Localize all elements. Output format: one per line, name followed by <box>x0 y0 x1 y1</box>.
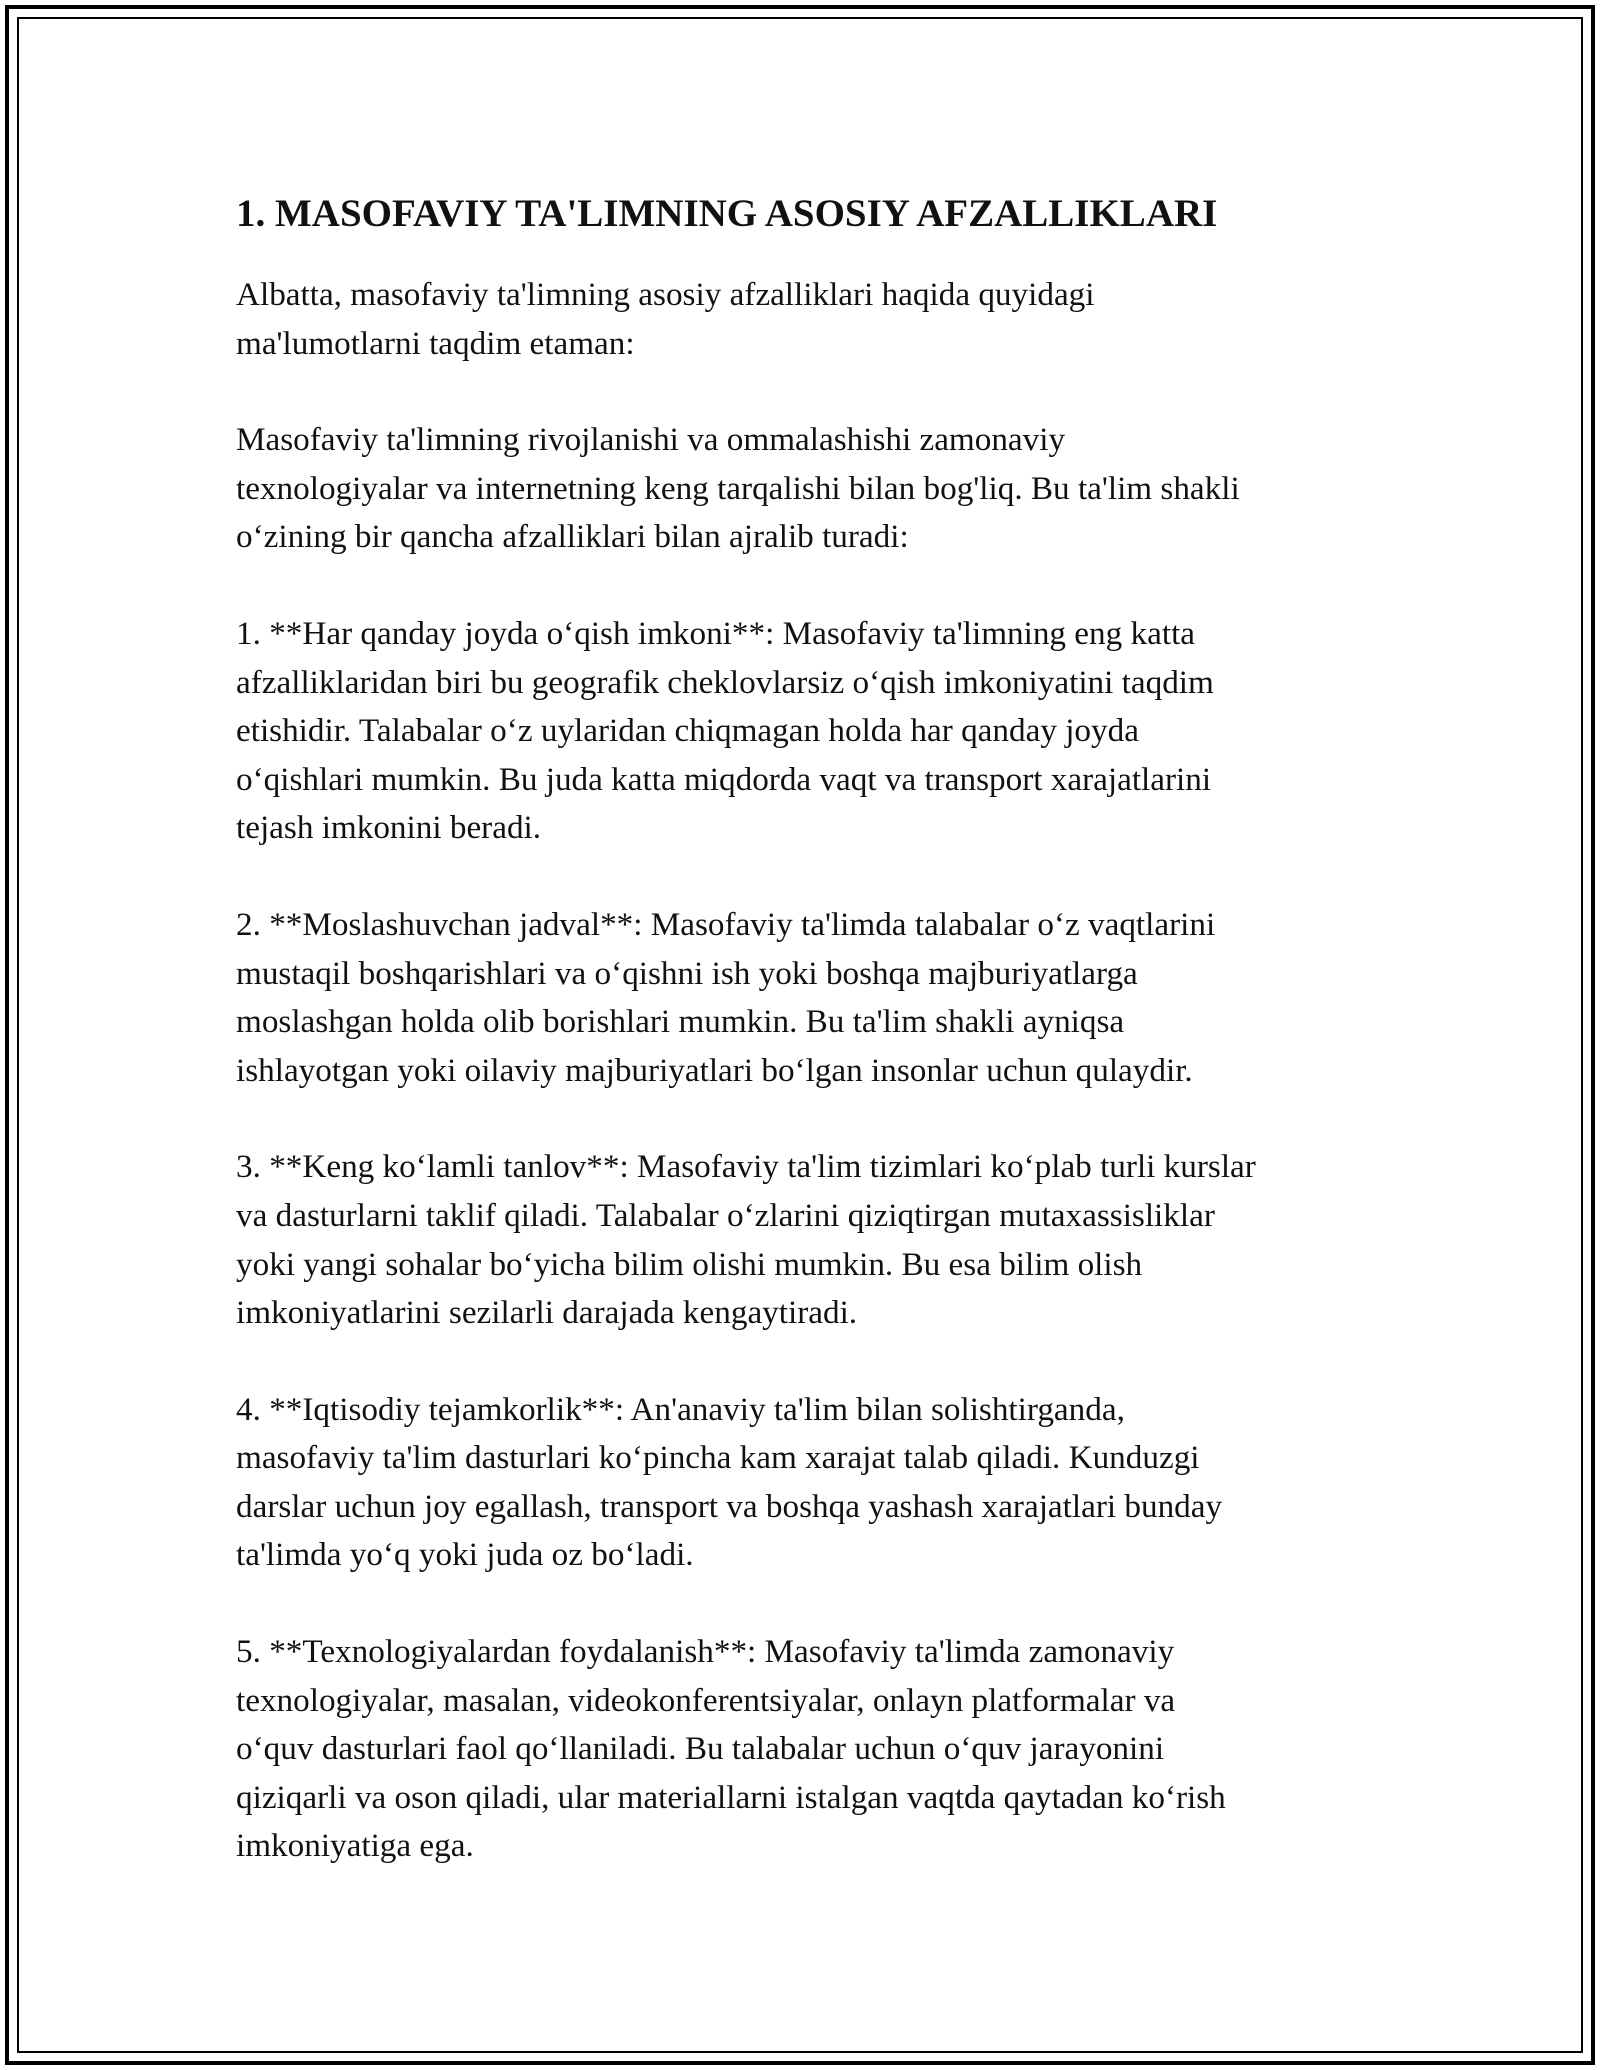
text-line: o‘qishlari mumkin. Bu juda katta miqdorda vaqt va transport xarajatlarini <box>236 760 1212 798</box>
text-line: darslar uchun joy egallash, transport va boshqa yashash xarajatlari bunday <box>236 1487 1223 1525</box>
paragraph-item-1 <box>236 610 1386 853</box>
text-line: o‘quv dasturlari faol qo‘llaniladi. Bu talabalar uchun o‘quv jarayonini <box>236 1730 1165 1768</box>
text-line: imkoniyatiga ega. <box>236 1827 474 1865</box>
text-line: qiziqarli va oson qiladi, ular materiallarni istalgan vaqtda qaytadan ko‘rish <box>236 1778 1226 1816</box>
text-line: 2. **Moslashuvchan jadval**: Masofaviy ta'limda talabalar o‘z vaqtlarini <box>236 905 1216 943</box>
text-line: texnologiyalar va internetning keng tarqalishi bilan bog'liq. Bu ta'lim shakli <box>236 469 1240 507</box>
text-line: 5. **Texnologiyalardan foydalanish**: Masofaviy ta'limda zamonaviy <box>236 1633 1175 1671</box>
paragraph-item-4 <box>236 1386 1386 1580</box>
text-line: masofaviy ta'lim dasturlari ko‘pincha kam xarajat talab qiladi. Kunduzgi <box>236 1439 1200 1477</box>
paragraph-item-3 <box>236 1143 1386 1337</box>
text-line: ta'limda yo‘q yoki juda oz bo‘ladi. <box>236 1536 694 1574</box>
paragraph-context <box>236 416 1386 562</box>
document-body <box>236 185 1386 1919</box>
text-line: etishidir. Talabalar o‘z uylaridan chiqmagan holda har qanday joyda <box>236 712 1139 750</box>
text-line: imkoniyatlarini sezilarli darajada kengaytiradi. <box>236 1294 858 1332</box>
text-line: yoki yangi sohalar bo‘yicha bilim olishi mumkin. Bu esa bilim olish <box>236 1245 1143 1283</box>
paragraph-item-5 <box>236 1628 1386 1871</box>
text-line: va dasturlarni taklif qiladi. Talabalar o‘zlarini qiziqtirgan mutaxassisliklar <box>236 1196 1215 1234</box>
text-line: ma'lumotlarni taqdim etaman: <box>236 324 635 362</box>
text-line: o‘zining bir qancha afzalliklari bilan ajralib turadi: <box>236 518 909 556</box>
text-line: moslashgan holda olib borishlari mumkin. Bu ta'lim shakli ayniqsa <box>236 1003 1125 1041</box>
text-line: texnologiyalar, masalan, videokonferentsiyalar, onlayn platformalar va <box>236 1681 1176 1719</box>
document-title: 1. MASOFAVIY TA'LIMNING ASOSIY AFZALLIKLARI <box>236 192 1218 235</box>
text-line: ishlayotgan yoki oilaviy majburiyatlari bo‘lgan insonlar uchun qulaydir. <box>236 1051 1193 1089</box>
paragraph-item-2 <box>236 901 1386 1095</box>
text-line: 1. **Har qanday joyda o‘qish imkoni**: Masofaviy ta'limning eng katta <box>236 614 1196 652</box>
text-line: Albatta, masofaviy ta'limning asosiy afzalliklari haqida quyidagi <box>236 276 1095 313</box>
text-line: Masofaviy ta'limning rivojlanishi va ommalashishi zamonaviy <box>236 421 1066 459</box>
text-line: 3. **Keng ko‘lamli tanlov**: Masofaviy ta'lim tizimlari ko‘plab turli kurslar <box>236 1148 1256 1186</box>
paragraph-intro <box>236 271 1386 368</box>
text-line: tejash imkonini beradi. <box>236 809 542 847</box>
text-line: mustaqil boshqarishlari va o‘qishni ish yoki boshqa majburiyatlarga <box>236 954 1138 992</box>
text-line: 4. **Iqtisodiy tejamkorlik**: An'anaviy ta'lim bilan solishtirganda, <box>236 1390 1125 1428</box>
text-line: afzalliklaridan biri bu geografik cheklovlarsiz o‘qish imkoniyatini taqdim <box>236 663 1214 701</box>
